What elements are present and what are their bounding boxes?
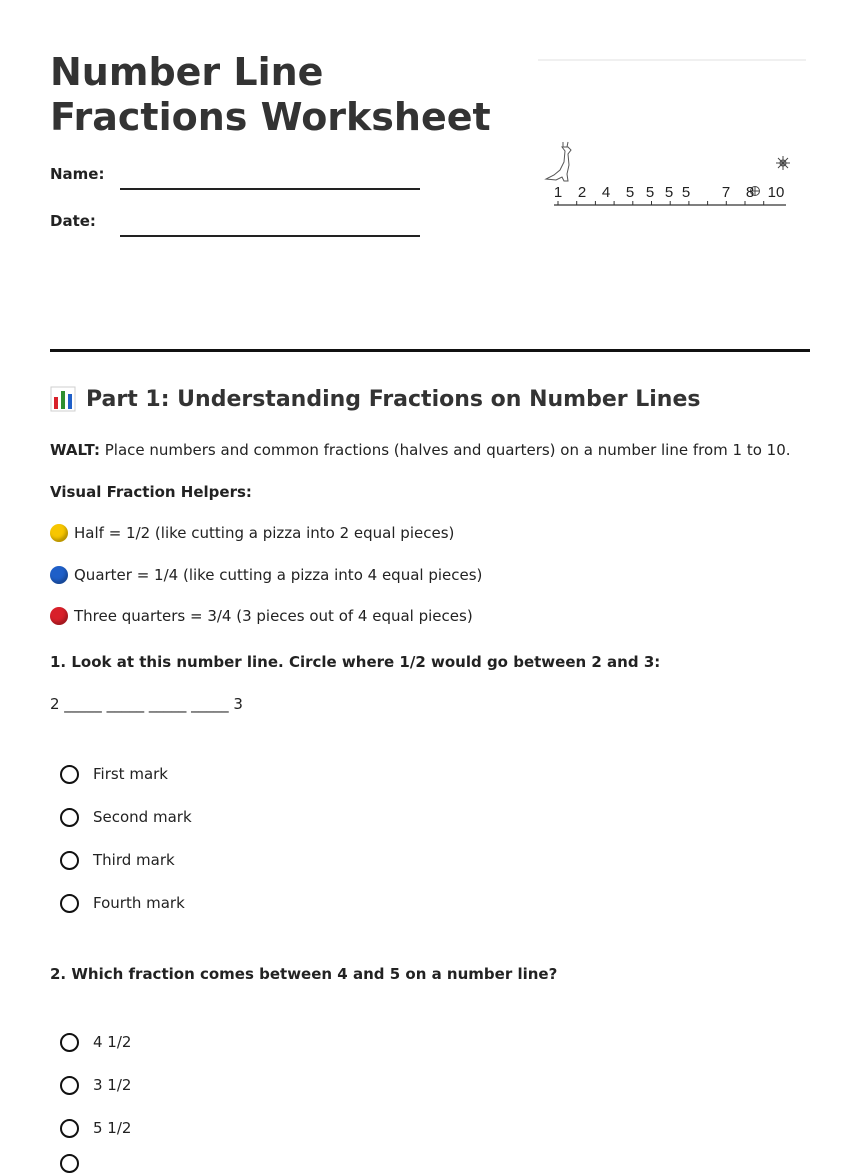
- section-title-text: Part 1: Understanding Fractions on Number Lines: [86, 386, 701, 412]
- number-line-label: 1: [553, 184, 563, 201]
- radio-button[interactable]: [60, 808, 79, 827]
- flower-icon: [776, 156, 790, 170]
- question-1-option[interactable]: [60, 890, 185, 916]
- helper-text: Three quarters = 3/4 (3 pieces out of 4 equal pieces): [74, 607, 473, 625]
- yellow-circle-icon: [50, 524, 68, 542]
- question-1: 1. Look at this number line. Circle where 1/2 would go between 2 and 3:: [50, 653, 661, 671]
- question-2-option[interactable]: [60, 1115, 131, 1141]
- page-title: Number Line Fractions Worksheet: [50, 50, 491, 139]
- number-line-label: 5: [625, 184, 635, 201]
- section-title: [50, 386, 701, 412]
- question-2-option[interactable]: [60, 1029, 131, 1055]
- kangaroo-icon: [546, 142, 571, 181]
- red-circle-icon: [50, 607, 68, 625]
- question-2-option[interactable]: [60, 1150, 93, 1176]
- name-field-row: [50, 160, 420, 190]
- number-line-label: 2: [577, 184, 587, 201]
- helper-text: Quarter = 1/4 (like cutting a pizza into 4 equal pieces): [74, 566, 483, 584]
- section-divider: [50, 349, 810, 352]
- option-label: First mark: [93, 765, 168, 783]
- name-field[interactable]: [120, 188, 420, 190]
- question-1-option[interactable]: [60, 804, 192, 830]
- worksheet-page: [50, 0, 810, 1137]
- number-line-label: 5: [645, 184, 655, 201]
- option-label: Third mark: [93, 851, 175, 869]
- radio-button[interactable]: [60, 851, 79, 870]
- radio-button[interactable]: [60, 1119, 79, 1138]
- bar-chart-icon: [50, 386, 76, 412]
- walt-text: Place numbers and common fractions (halves and quarters) on a number line from 1 to 10.: [99, 441, 791, 459]
- date-field[interactable]: [120, 235, 420, 237]
- radio-button[interactable]: [60, 1076, 79, 1095]
- option-label: 3 1/2: [93, 1076, 132, 1094]
- question-2-option[interactable]: [60, 1072, 131, 1098]
- option-label: Second mark: [93, 808, 192, 826]
- number-line-label: 5: [681, 184, 691, 201]
- walt-label: WALT:: [50, 441, 100, 459]
- helper-half: [50, 524, 454, 542]
- option-label: 5 1/2: [93, 1119, 132, 1137]
- helper-quarter: [50, 566, 482, 584]
- blank-number-line: 2 _____ _____ _____ _____ 3: [50, 695, 243, 713]
- walt-line: [50, 441, 791, 459]
- number-line-label: 8: [745, 184, 755, 201]
- name-label: Name:: [50, 165, 105, 183]
- worksheet-header: [50, 0, 810, 352]
- radio-button[interactable]: [60, 1154, 79, 1173]
- option-label: Fourth mark: [93, 894, 185, 912]
- question-2: 2. Which fraction comes between 4 and 5 on a number line?: [50, 965, 558, 983]
- number-line-illustration: [534, 50, 810, 230]
- radio-button[interactable]: [60, 765, 79, 784]
- helper-text: Half = 1/2 (like cutting a pizza into 2 equal pieces): [74, 524, 455, 542]
- radio-button[interactable]: [60, 894, 79, 913]
- date-label: Date:: [50, 212, 96, 230]
- helper-three-quarters: [50, 607, 473, 625]
- date-field-row: [50, 207, 420, 237]
- number-line-label: 4: [601, 184, 611, 201]
- question-1-option[interactable]: [60, 761, 168, 787]
- helpers-title: Visual Fraction Helpers:: [50, 483, 252, 501]
- option-label: 4 1/2: [93, 1033, 132, 1051]
- question-1-option[interactable]: [60, 847, 175, 873]
- radio-button[interactable]: [60, 1033, 79, 1052]
- blue-circle-icon: [50, 566, 68, 584]
- number-line-label: 10: [767, 184, 785, 201]
- number-line-label: 5: [664, 184, 674, 201]
- number-line-label: 7: [721, 184, 731, 201]
